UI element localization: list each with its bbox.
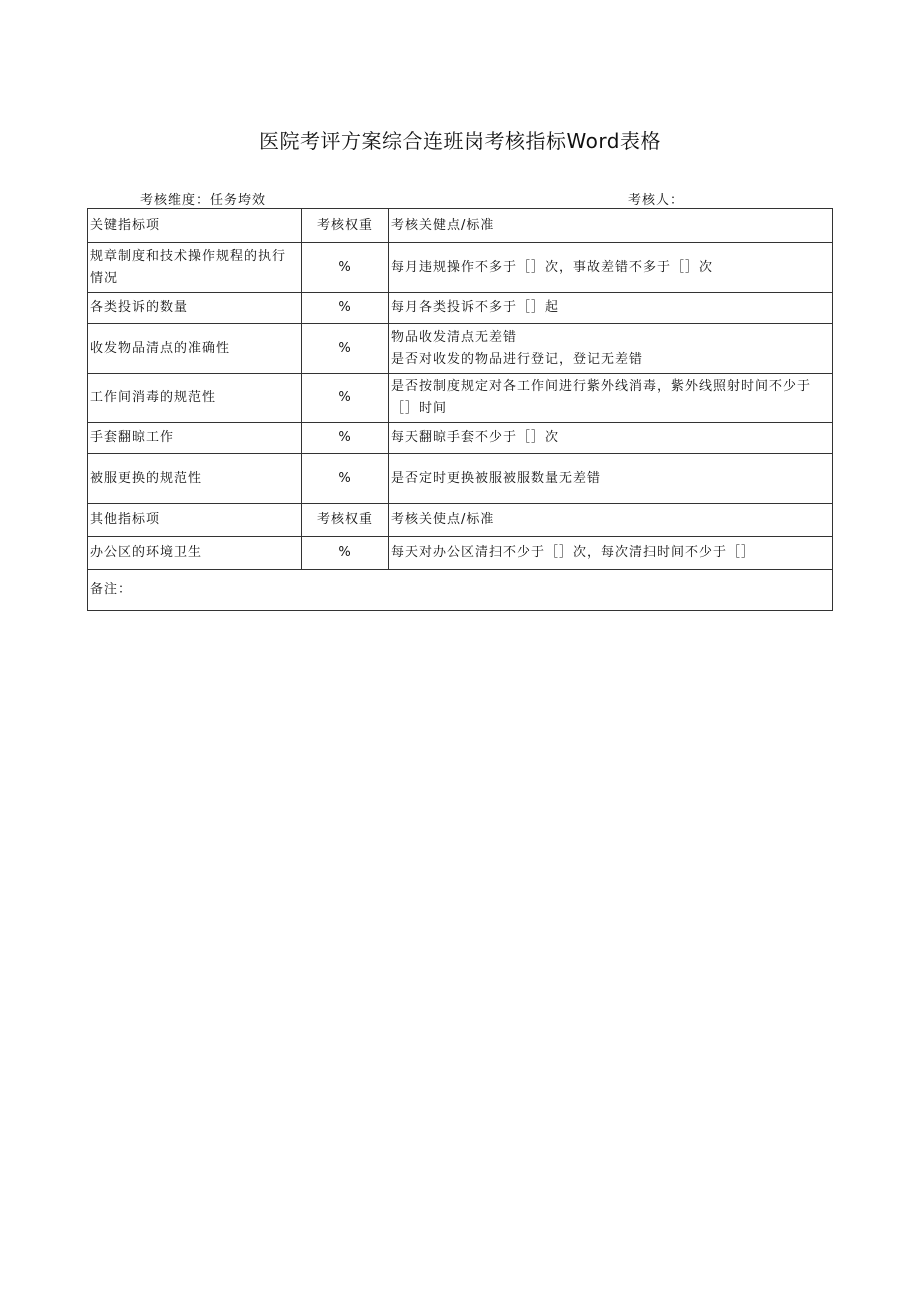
row-weight: % bbox=[302, 537, 389, 570]
row-criteria bbox=[389, 293, 833, 324]
table-row bbox=[88, 537, 833, 570]
row-item: 各类投诉的数量 bbox=[88, 293, 302, 324]
row-criteria bbox=[389, 374, 833, 423]
table-row bbox=[88, 243, 833, 293]
table-row bbox=[88, 374, 833, 423]
header-other-item: 其他指标项 bbox=[88, 504, 302, 537]
header-criteria: 考核关使点/标准 bbox=[389, 504, 833, 537]
table-row bbox=[88, 454, 833, 504]
note-cell: 备注： bbox=[88, 570, 833, 611]
criteria-line: 每月各类投诉不多于［］起 bbox=[391, 300, 560, 315]
row-weight: % bbox=[302, 243, 389, 293]
row-weight: % bbox=[302, 423, 389, 454]
row-item: 手套翻晾工作 bbox=[88, 423, 302, 454]
row-criteria bbox=[389, 423, 833, 454]
criteria-line: 每天对办公区清扫不少于［］次，每次清扫时间不少于［］ bbox=[391, 545, 756, 560]
table-row bbox=[88, 293, 833, 324]
row-criteria bbox=[389, 537, 833, 570]
criteria-line: 是否按制度规定对各工作间进行紫外线消毒，紫外线照射时间不少于［］时间 bbox=[391, 379, 812, 416]
header-weight: 考核权重 bbox=[302, 504, 389, 537]
row-item: 收发物品清点的准确性 bbox=[88, 324, 302, 374]
header-criteria: 考核关健点/标准 bbox=[389, 209, 833, 243]
header-weight: 考核权重 bbox=[302, 209, 389, 243]
row-weight: % bbox=[302, 374, 389, 423]
header-key-item: 关键指标项 bbox=[88, 209, 302, 243]
row-item: 工作间消毒的规范性 bbox=[88, 374, 302, 423]
assessment-table bbox=[87, 208, 833, 611]
criteria-line: 物品收发清点无差错 bbox=[391, 329, 518, 345]
criteria-line: 每天翻晾手套不少于［］次 bbox=[391, 430, 560, 445]
row-criteria bbox=[389, 243, 833, 293]
criteria-line: 每月违规操作不多于［］次，事故差错不多于［］次 bbox=[391, 259, 714, 275]
page-title: 医院考评方案综合连班岗考核指标Word表格 bbox=[259, 129, 661, 153]
row-item: 规章制度和技术操作规程的执行情况 bbox=[88, 243, 302, 293]
row-item: 办公区的环境卫生 bbox=[88, 537, 302, 570]
row-weight: % bbox=[302, 454, 389, 504]
table-header-row bbox=[88, 209, 833, 243]
assessment-dimension: 考核维度：任务垮效 bbox=[140, 193, 267, 208]
row-criteria bbox=[389, 454, 833, 504]
row-weight: % bbox=[302, 324, 389, 374]
table-row bbox=[88, 423, 833, 454]
row-criteria bbox=[389, 324, 833, 374]
row-weight: % bbox=[302, 293, 389, 324]
row-item: 被服更换的规范性 bbox=[88, 454, 302, 504]
criteria-line: 是否定时更换被服被服数量无差错 bbox=[391, 470, 602, 486]
table-row bbox=[88, 324, 833, 374]
table-header-row bbox=[88, 504, 833, 537]
assessor-label: 考核人： bbox=[628, 193, 685, 208]
criteria-line: 是否对收发的物品进行登记，登记无差错 bbox=[391, 351, 644, 367]
note-row bbox=[88, 570, 833, 611]
